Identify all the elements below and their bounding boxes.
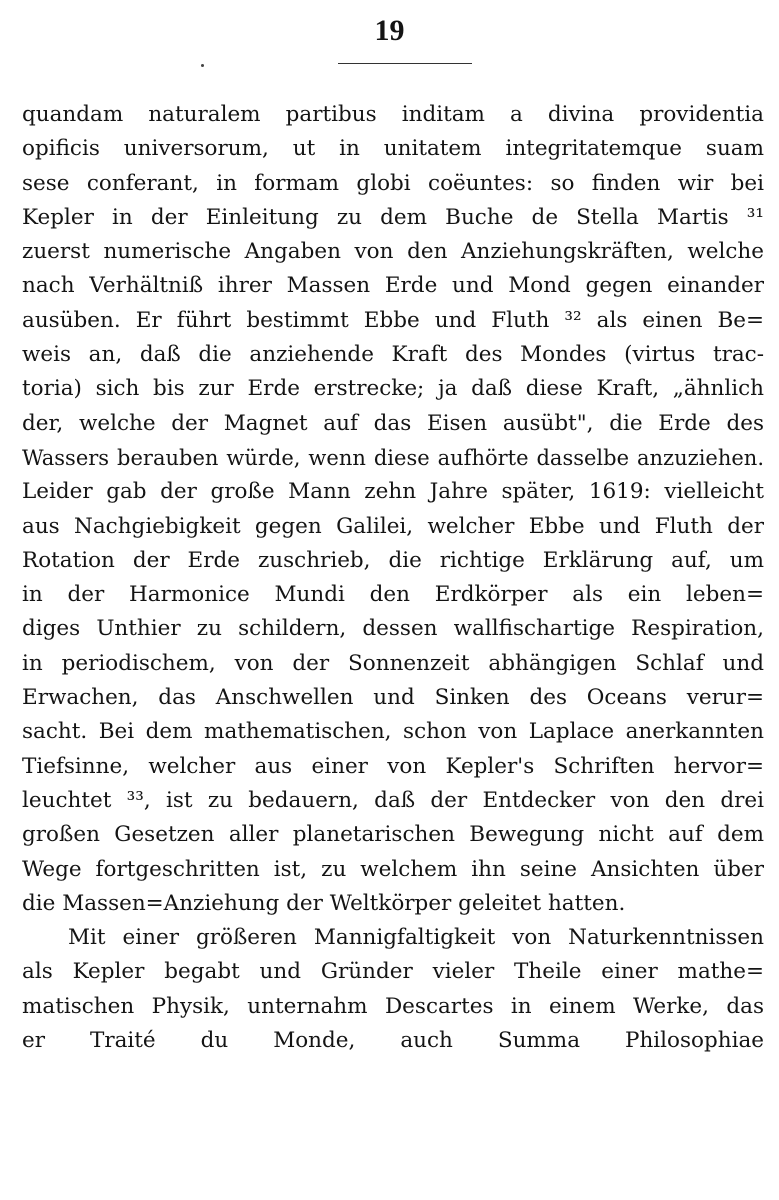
text-line: der, welche der Magnet auf das Eisen ausübt", die Erde des — [22, 410, 764, 436]
text-line: nach Verhältniß ihrer Massen Erde und Mond gegen einander — [22, 273, 764, 299]
text-line: quandam naturalem partibus inditam a divina providentia — [22, 102, 764, 127]
header-dot — [201, 64, 204, 67]
text-line: sese conferant, in formam globi coëuntes: so finden wir bei — [22, 170, 764, 196]
text-line: diges Unthier zu schildern, dessen wallfischartige Respiration, — [22, 616, 764, 642]
text-line: Wege fortgeschritten ist, zu welchem ihn seine Ansichten über — [22, 856, 764, 882]
text-line: opificis universorum, ut in unitatem integritatemque suam — [22, 136, 764, 162]
page-number: 19 — [374, 14, 405, 47]
paragraph-1 — [22, 98, 764, 921]
text-line: in periodischem, von der Sonnenzeit abhängigen Schlaf und — [22, 650, 764, 676]
text-line: in der Harmonice Mundi den Erdkörper als ein leben= — [22, 582, 764, 608]
body-text — [22, 98, 764, 1058]
text-line: weis an, daß die anziehende Kraft des Mondes (virtus trac- — [22, 342, 764, 368]
text-line: matischen Physik, unternahm Descartes in einem Werke, das — [22, 993, 764, 1019]
text-line: leuchtet ³³, ist zu bedauern, daß der Entdecker von den drei — [22, 787, 764, 813]
text-line: Rotation der Erde zuschrieb, die richtige Erklärung auf, um — [22, 547, 764, 573]
text-line: Kepler in der Einleitung zu dem Buche de Stella Martis ³¹ — [22, 204, 764, 230]
text-line: Tiefsinne, welcher aus einer von Kepler's Schriften hervor= — [22, 753, 764, 779]
text-line: er Traité du Monde, auch Summa Philosophiae — [22, 1028, 764, 1054]
text-line: Wassers berauben würde, wenn diese aufhörte dasselbe anzuziehen. — [22, 445, 764, 470]
text-line: Erwachen, das Anschwellen und Sinken des Oceans verur= — [22, 685, 764, 711]
paragraph-2 — [22, 921, 764, 1058]
text-line: großen Gesetzen aller planetarischen Bewegung nicht auf dem — [22, 822, 764, 848]
text-line: sacht. Bei dem mathematischen, schon von Laplace anerkannten — [22, 719, 764, 745]
text-line: Leider gab der große Mann zehn Jahre später, 1619: vielleicht — [22, 479, 764, 505]
text-line: als Kepler begabt und Gründer vieler Theile einer mathe= — [22, 959, 764, 985]
text-line: ausüben. Er führt bestimmt Ebbe und Fluth ³² als einen Be= — [22, 307, 764, 333]
text-line: Mit einer größeren Mannigfaltigkeit von Naturkenntnissen — [68, 925, 764, 951]
text-line: aus Nachgiebigkeit gegen Galilei, welcher Ebbe und Fluth der — [22, 513, 764, 539]
text-line: toria) sich bis zur Erde erstrecke; ja daß diese Kraft, „ähnlich — [22, 376, 764, 402]
header-rule — [338, 63, 472, 64]
text-line: zuerst numerische Angaben von den Anziehungskräften, welche — [22, 239, 764, 265]
text-line: die Massen=Anziehung der Weltkörper geleitet hatten. — [22, 890, 626, 916]
